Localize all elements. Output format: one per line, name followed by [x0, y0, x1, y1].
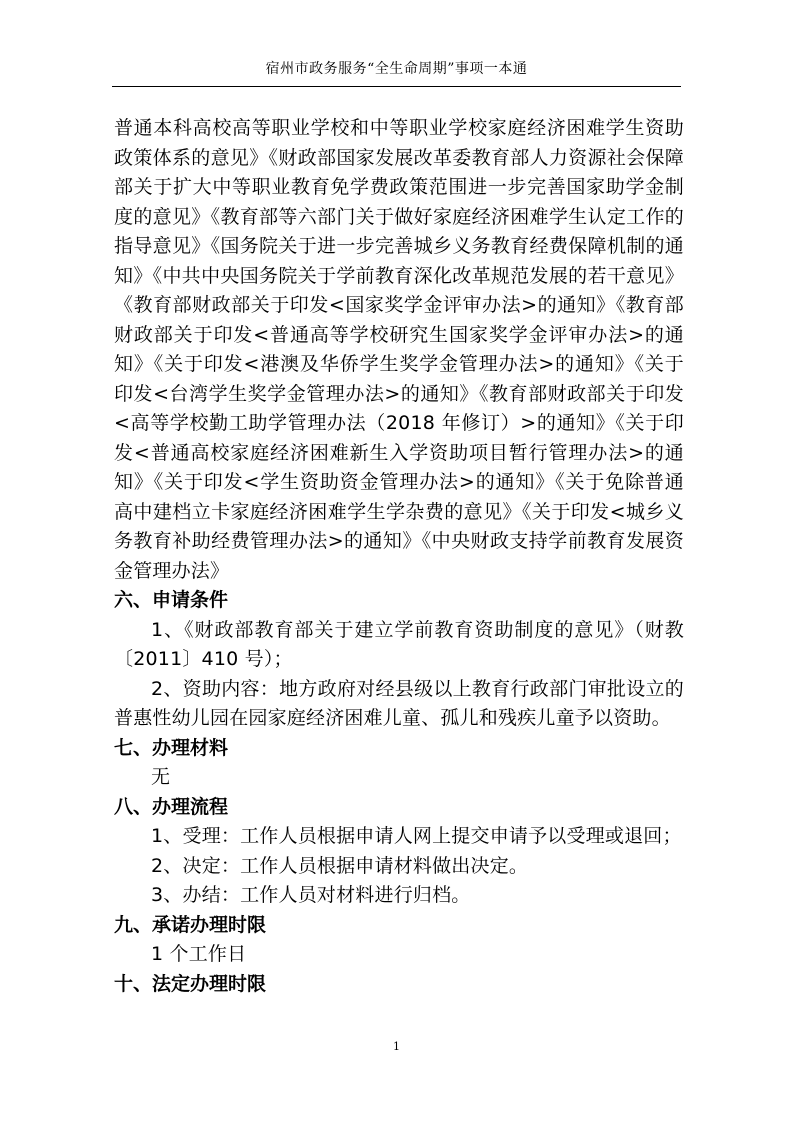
running-header: 宿州市政务服务“全生命周期”事项一本通	[265, 61, 528, 77]
application-condition-2: 2、资助内容：地方政府对经县级以上教育行政部门审批设立的普惠性幼儿园在园家庭经济困难儿童、孤儿和残疾儿童予以资助。	[114, 677, 684, 729]
section-heading-materials: 七、办理材料	[114, 736, 229, 759]
process-step-1: 1、受理：工作人员根据申请人网上提交申请予以受理或退回；	[151, 825, 682, 847]
application-condition-1: 1、《财政部教育部关于建立学前教育资助制度的意见》（财教〔2011〕410 号）；	[114, 618, 684, 670]
promised-time-limit-body: 1 个工作日	[151, 943, 247, 965]
header-divider	[112, 86, 681, 87]
page-number: 1	[393, 1040, 400, 1053]
document-body	[114, 114, 684, 999]
process-step-3: 3、办结：工作人员对材料进行归档。	[151, 884, 471, 906]
legal-basis-continued: 普通本科高校高等职业学校和中等职业学校家庭经济困难学生资助政策体系的意见》《财政部国家发展改革委教育部人力资源社会保障部关于扩大中等职业教育免学费政策范围进一步完善国家助学金制度的意见》《教育部等六部门关于做好家庭经济困难学生认定工作的指导意见》《国务院关于进一步完善城乡义务教育经费保障机制的通知》《中共中央国务院关于学前教育深化改革规范发展的若干意见》《教育部财政部关于印发<国家奖学金评审办法>的通知》《教育部财政部关于印发<普通高等学校研究生国家奖学金评审办法>的通知》《关于印发<港澳及华侨学生奖学金管理办法>的通知》《关于印发<台湾学生奖学金管理办法>的通知》《教育部财政部关于印发<高等学校勤工助学管理办法（2018 年修订）>的通知》《关于印发<普通高校家庭经济困难新生入学资助项目暂行管理办法>的通知》《关于印发<学生资助资金管理办法>的通知》《关于免除普通高中建档立卡家庭经济困难学生学杂费的意见》《关于印发<城乡义务教育补助经费管理办法>的通知》《中央财政支持学前教育发展资金管理办法》	[114, 117, 684, 582]
materials-body: 无	[151, 766, 171, 788]
section-heading-application-conditions: 六、申请条件	[114, 589, 229, 611]
process-step-2: 2、决定：工作人员根据申请材料做出决定。	[151, 854, 529, 877]
section-heading-promised-time-limit: 九、承诺办理时限	[114, 913, 267, 936]
section-heading-statutory-time-limit: 十、法定办理时限	[114, 972, 267, 995]
section-heading-process: 八、办理流程	[114, 795, 229, 818]
